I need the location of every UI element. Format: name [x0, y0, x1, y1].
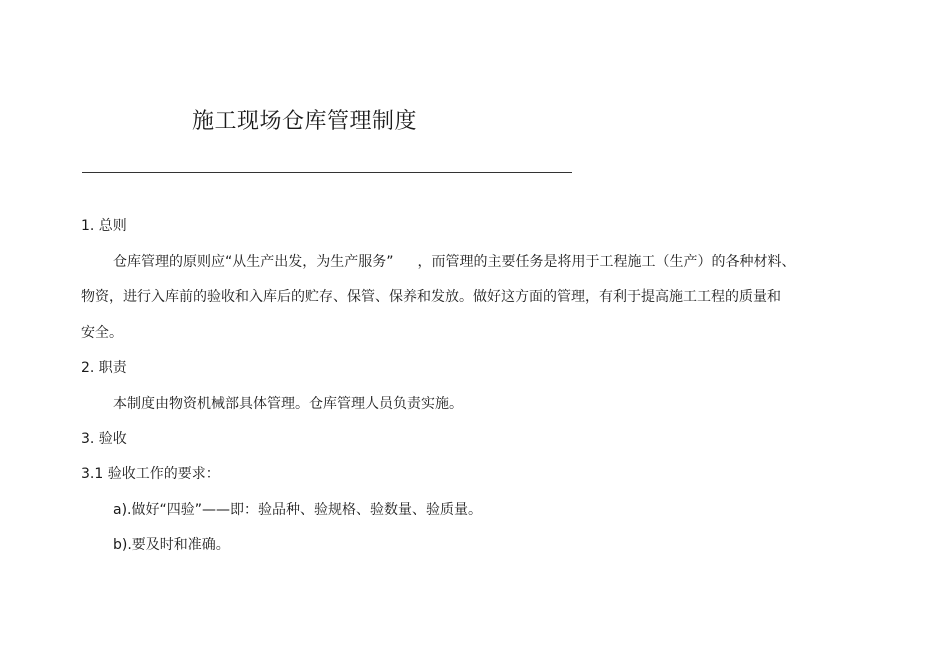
general-paragraph-line-3: 安全。	[81, 325, 123, 341]
section-heading-duties: 2. 职责	[81, 360, 127, 376]
general-paragraph-line-1-part-a: 仓库管理的原则应“从生产出发，为生产服务”	[113, 254, 394, 270]
general-paragraph-line-2: 物资，进行入库前的验收和入库后的贮存、保管、保养和发放。做好这方面的管理，有利于提高施工工程的质量和	[81, 289, 781, 305]
section-heading-inspection: 3. 验收	[81, 431, 127, 447]
inspection-sub-heading: 3.1 验收工作的要求：	[81, 466, 220, 482]
general-paragraph-line-1	[113, 252, 796, 272]
document-title: 施工现场仓库管理制度	[192, 109, 418, 134]
duties-paragraph: 本制度由物资机械部具体管理。仓库管理人员负责实施。	[113, 396, 463, 412]
inspection-item-b: b).要及时和准确。	[113, 537, 230, 553]
general-paragraph-line-1-part-b: ，而管理的主要任务是将用于工程施工（生产）的各种材料、	[417, 254, 796, 270]
title-divider	[82, 172, 572, 173]
inspection-item-a: a).做好“四验”——即：验品种、验规格、验数量、验质量。	[113, 502, 482, 518]
section-heading-general: 1. 总则	[81, 218, 127, 234]
